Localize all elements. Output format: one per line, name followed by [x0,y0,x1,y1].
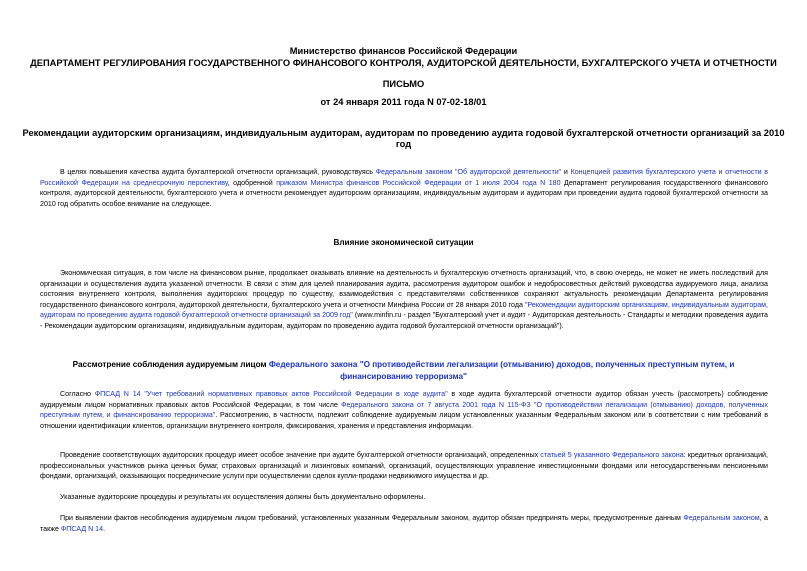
section-heading-economic: Влияние экономической ситуации [333,238,474,247]
link-recommendations-2009[interactable]: "Рекомендации аудиторским организациям, индивидуальным аудиторам, аудиторам по проведению аудита годовой бухгалтерской отчетности организаций за 2009 год" [40,300,769,320]
link-accounting-concept[interactable]: Концепцией развития бухгалтерского учета и отчетности в Российской Федерации на среднесрочную перспективу [40,168,768,187]
aml-p4-text-3: . [103,524,106,533]
link-law-115fz[interactable]: Федерального закона от 7 августа 2001 года N 115-ФЗ "О противодействии легализации (отмыванию) доходов, полученных преступным путем, и финансированию терроризма" [40,400,768,420]
intro-text-2: и [561,168,571,176]
aml-paragraph-1 [40,389,768,431]
aml-p1-text-3: в ходе аудита бухгалтерской отчетности аудитор обязан учесть (рассмотреть) соблюдение аудируемым лицом нормативных правовых актов Российской Федерации, в том числе [40,390,768,409]
link-article-5[interactable]: статьей 5 указанного Федерального закона [540,451,684,459]
aml-paragraph-2 [40,450,768,482]
aml-paragraph-4 [40,513,768,534]
aml-p1-text-4: . Рассмотрению, в частности, подлежит соблюдение аудируемым лицом установленных указанным Федеральным законом или в соответствии с ним требований в отношении идентификации клиентов, организации внутреннего контроля, фиксирования, хранения и представления информации. [40,411,768,430]
intro-text-3: , одобренной [227,178,277,187]
aml-heading-text: Рассмотрение соблюдения аудируемым лицом [72,360,269,369]
intro-text-4: Департамент регулирования государственного финансового контроля, аудиторской деятельности, бухгалтерского учета и отчетности рекомендует аудиторским организациям, индивидуальным аудиторам и аудиторам при проведении аудита годовой бухгалтерской отчетности за 2010 год обратить особое внимание на следующее. [40,178,768,208]
document-title-line-1: Рекомендации аудиторским организациям, индивидуальным аудиторам, аудиторам по проведению аудита годовой бухгалтерской отчетности организаций за 2010 [22,128,785,138]
ministry-name: Министерство финансов Российской Федерации [289,46,518,56]
link-audit-law[interactable]: Федеральным законом "Об аудиторской деятельности" [375,168,562,176]
economic-text-2: (www.minfin.ru - раздел "Бухгалтерский учет и аудит - Аудиторская деятельность - Стандарты и методики проведения аудита - Рекомендации аудиторским организациям, индивидуальным аудиторам, аудиторам по проведению аудита годовой бухгалтерской отчетности организаций"). [40,311,768,330]
aml-p1-text-1: Согласно [60,390,95,398]
document-title-line-2: год [395,139,412,149]
economic-text-1: Экономическая ситуация, в том числе на финансовом рынке, продолжает оказывать влияние на деятельность и бухгалтерскую отчетность организаций, что, в свою очередь, не может не иметь последствий для организации и осуществления аудита указанной отчетности. В связи с этим для целей планирования аудита, рассмотрения аудитором ошибок и недобросовестных действий руководства аудируемого лица, анализа состояния внутреннего контроля, выполнения аудиторских процедур по существу, взаимодействия с представителями собственников сохраняют актуальность рекомендации Департамента регулирования государственного финансового контроля, аудиторской деятельности, бухгалтерского учета и отчетности Минфина России от 28 января 2010 года [40,269,768,309]
aml-p2-text-2: : кредитных организаций, профессиональных участников рынка ценных бумаг, страховых организаций и лизинговых компаний, организаций, осуществляющих управление инвестиционными фондами или негосударственными пенсионными фондами, организаций, оказывающих посреднические услуги при осуществлении сделок купли-продажи недвижимого имущества и др. [40,451,768,481]
intro-text-1: В целях повышения качества аудита бухгалтерской отчетности организаций, руководствуясь [60,168,376,176]
aml-p4-text-2: , а также [40,514,768,533]
economic-paragraph [40,268,768,332]
link-order-180[interactable]: приказом Министра финансов Российской Федерации от 1 июля 2004 года N 180 [276,178,561,187]
aml-p3-text: Указанные аудиторские процедуры и результаты их осуществления должны быть документально оформлены. [60,493,426,501]
aml-paragraph-3 [40,492,768,503]
section-heading-aml [60,359,747,382]
department-name: ДЕПАРТАМЕНТ РЕГУЛИРОВАНИЯ ГОСУДАРСТВЕННОГО ФИНАНСОВОГО КОНТРОЛЯ, АУДИТОРСКОЙ ДЕЯТЕЛЬНОСТИ, БУХГАЛТЕРСКОГО УЧЕТА И ОТЧЕТНОСТИ [30,58,777,68]
intro-paragraph [40,167,768,209]
link-aml-law-heading[interactable]: Федерального закона "О противодействии легализации (отмыванию) доходов, полученных преступным путем, и финансированию терроризма" [268,360,735,381]
link-federal-law[interactable]: Федеральным законом [683,514,760,522]
aml-p4-text-1: При выявлении фактов несоблюдения аудируемым лицом требований, установленных указанным Федеральным законом, аудитор обязан предпринять меры, предусмотренные данным [60,514,684,522]
aml-p2-text-1: Проведение соответствующих аудиторских процедур имеет особое значение при аудите бухгалтерской отчетности организаций, определенных [60,451,541,459]
link-fpsad-14-end[interactable]: ФПСАД N 14 [60,524,104,533]
link-fpsad-14-title[interactable]: "Учет требований нормативных правовых актов Российской Федерации в ходе аудита" [144,390,448,398]
document-date-number: от 24 января 2011 года N 07-02-18/01 [320,97,487,107]
document-type: ПИСЬМО [382,79,425,89]
link-fpsad-14[interactable]: ФПСАД N 14 [94,390,141,398]
